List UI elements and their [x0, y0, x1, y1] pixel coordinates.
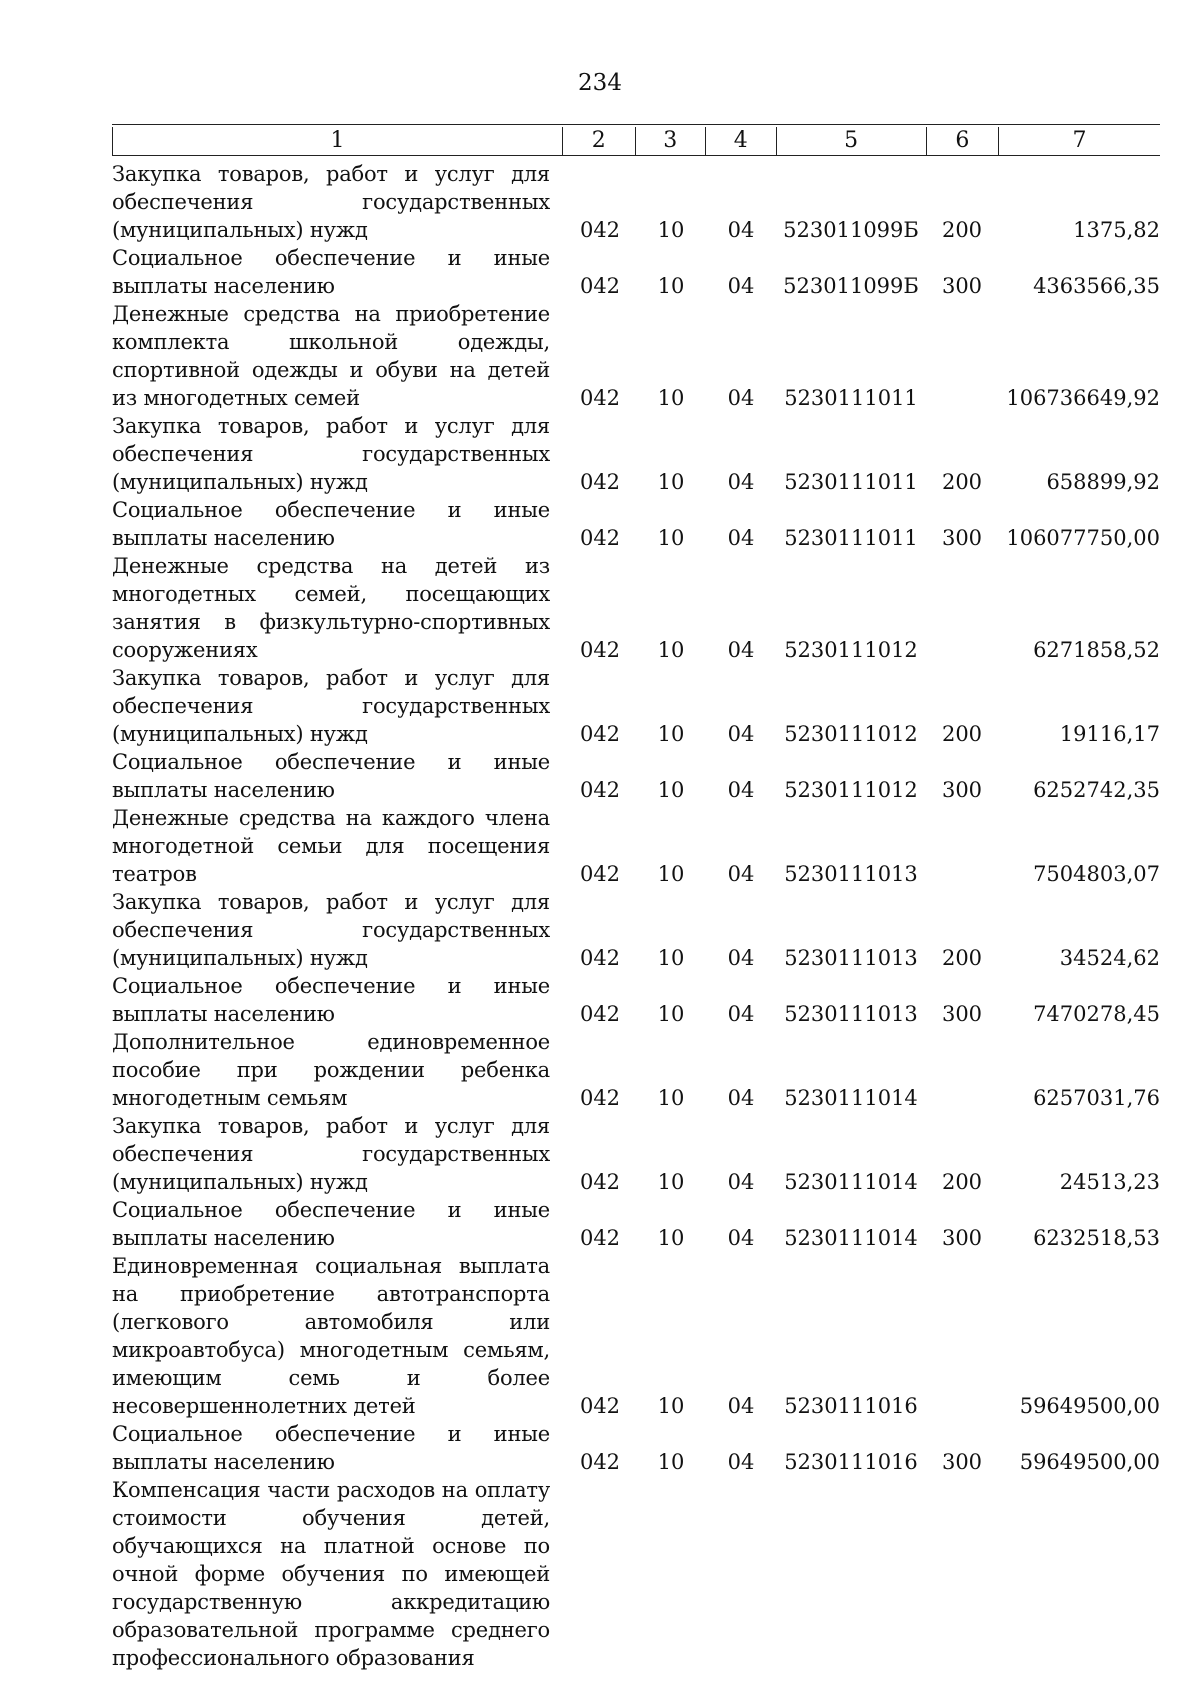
row-section: 10: [657, 1394, 685, 1418]
row-section: 10: [657, 274, 685, 298]
row-amount: 6252742,35: [1033, 778, 1160, 802]
table-row: [112, 664, 1160, 748]
table-row: [112, 1252, 1160, 1420]
row-expense-type: 200: [941, 218, 983, 242]
row-expense-type: 300: [941, 1450, 983, 1474]
row-expense-type: 300: [941, 1002, 983, 1026]
row-section: 10: [657, 470, 685, 494]
row-amount: 1375,82: [1073, 218, 1160, 242]
row-admin-code: 042: [579, 218, 621, 242]
row-target-article: 5230111012: [784, 638, 918, 662]
table-row: [112, 412, 1160, 496]
row-admin-code: 042: [579, 722, 621, 746]
row-target-article: 5230111011: [784, 386, 918, 410]
row-description: Единовременная социальная выплата на приобретение автотранспорта (легкового автомобиля или микроавтобуса) многодетным семьям, имеющим семь и более несовершеннолетних детей: [112, 1254, 550, 1418]
table-body: [112, 160, 1160, 1672]
table-row: [112, 1420, 1160, 1476]
table-row: [112, 1196, 1160, 1252]
row-admin-code: 042: [579, 862, 621, 886]
row-subsection: 04: [727, 638, 755, 662]
row-target-article: 5230111013: [784, 862, 918, 886]
budget-table: [112, 124, 1160, 1672]
row-section: 10: [657, 778, 685, 802]
table-row: [112, 244, 1160, 300]
row-target-article: 523011099Б: [783, 218, 919, 242]
row-subsection: 04: [727, 1170, 755, 1194]
row-expense-type: 200: [941, 722, 983, 746]
row-subsection: 04: [727, 722, 755, 746]
page-number: 234: [578, 70, 622, 96]
row-amount: 59649500,00: [1019, 1394, 1160, 1418]
table-header: [112, 124, 1160, 156]
row-target-article: 5230111012: [784, 778, 918, 802]
table-row: [112, 748, 1160, 804]
row-target-article: 523011099Б: [783, 274, 919, 298]
row-admin-code: 042: [579, 526, 621, 550]
row-section: 10: [657, 526, 685, 550]
row-amount: 6271858,52: [1033, 638, 1160, 662]
row-section: 10: [657, 1002, 685, 1026]
row-expense-type: 300: [941, 1226, 983, 1250]
row-amount: 59649500,00: [1019, 1450, 1160, 1474]
row-description: Социальное обеспечение и иные выплаты населению: [112, 750, 550, 802]
row-target-article: 5230111014: [784, 1086, 918, 1110]
row-section: 10: [657, 1450, 685, 1474]
table-row: [112, 972, 1160, 1028]
row-section: 10: [657, 1226, 685, 1250]
row-description: Социальное обеспечение и иные выплаты населению: [112, 974, 550, 1026]
column-header-5: 5: [777, 127, 927, 155]
row-subsection: 04: [727, 1086, 755, 1110]
row-description: Дополнительное единовременное пособие при рождении ребенка многодетным семьям: [112, 1030, 550, 1110]
table-row: [112, 804, 1160, 888]
column-header-2: 2: [563, 127, 636, 155]
row-description: Закупка товаров, работ и услуг для обеспечения государственных (муниципальных) нужд: [112, 162, 550, 242]
table-row: [112, 1028, 1160, 1112]
row-target-article: 5230111013: [784, 946, 918, 970]
row-admin-code: 042: [579, 946, 621, 970]
column-header-4: 4: [706, 127, 777, 155]
row-target-article: 5230111016: [784, 1394, 918, 1418]
row-description: Денежные средства на каждого члена многодетной семьи для посещения театров: [112, 806, 550, 886]
row-amount: 6257031,76: [1033, 1086, 1160, 1110]
row-expense-type: 200: [941, 1170, 983, 1194]
row-admin-code: 042: [579, 386, 621, 410]
table-row: [112, 496, 1160, 552]
row-description: Компенсация части расходов на оплату стоимости обучения детей, обучающихся на платной основе по очной форме обучения по имеющей государственную аккредитацию образовательной программе среднего профессионального образования: [112, 1478, 550, 1670]
column-header-6: 6: [927, 127, 1000, 155]
row-admin-code: 042: [579, 1226, 621, 1250]
column-header-7: 7: [1072, 128, 1087, 153]
row-section: 10: [657, 386, 685, 410]
row-target-article: 5230111011: [784, 526, 918, 550]
row-amount: 658899,92: [1046, 470, 1160, 494]
row-description: Закупка товаров, работ и услуг для обеспечения государственных (муниципальных) нужд: [112, 890, 550, 970]
row-expense-type: 300: [941, 526, 983, 550]
row-expense-type: 300: [941, 778, 983, 802]
row-admin-code: 042: [579, 1450, 621, 1474]
row-admin-code: 042: [579, 274, 621, 298]
row-description: Социальное обеспечение и иные выплаты населению: [112, 1198, 550, 1250]
row-amount: 6232518,53: [1033, 1226, 1160, 1250]
row-target-article: 5230111016: [784, 1450, 918, 1474]
row-target-article: 5230111012: [784, 722, 918, 746]
row-amount: 7504803,07: [1033, 862, 1160, 886]
row-subsection: 04: [727, 386, 755, 410]
row-amount: 4363566,35: [1033, 274, 1160, 298]
row-subsection: 04: [727, 1394, 755, 1418]
table-row: [112, 300, 1160, 412]
row-subsection: 04: [727, 1002, 755, 1026]
row-section: 10: [657, 946, 685, 970]
row-admin-code: 042: [579, 1394, 621, 1418]
row-subsection: 04: [727, 946, 755, 970]
row-admin-code: 042: [579, 1002, 621, 1026]
row-subsection: 04: [727, 1450, 755, 1474]
row-amount: 7470278,45: [1033, 1002, 1160, 1026]
table-row: [112, 160, 1160, 244]
row-amount: 24513,23: [1059, 1170, 1160, 1194]
row-subsection: 04: [727, 218, 755, 242]
row-section: 10: [657, 722, 685, 746]
row-subsection: 04: [727, 862, 755, 886]
column-header-3: 3: [636, 127, 707, 155]
row-amount: 106736649,92: [1006, 386, 1160, 410]
row-target-article: 5230111014: [784, 1226, 918, 1250]
row-section: 10: [657, 218, 685, 242]
row-subsection: 04: [727, 274, 755, 298]
row-amount: 19116,17: [1059, 722, 1160, 746]
row-subsection: 04: [727, 526, 755, 550]
row-target-article: 5230111013: [784, 1002, 918, 1026]
row-description: Денежные средства на детей из многодетных семей, посещающих занятия в физкультурно-спортивных сооружениях: [112, 554, 550, 662]
row-description: Закупка товаров, работ и услуг для обеспечения государственных (муниципальных) нужд: [112, 666, 550, 746]
table-row: [112, 552, 1160, 664]
row-amount: 34524,62: [1059, 946, 1160, 970]
row-section: 10: [657, 862, 685, 886]
row-target-article: 5230111011: [784, 470, 918, 494]
row-description: Закупка товаров, работ и услуг для обеспечения государственных (муниципальных) нужд: [112, 1114, 550, 1194]
table-row: [112, 1112, 1160, 1196]
row-admin-code: 042: [579, 638, 621, 662]
column-header-1: 1: [112, 127, 563, 155]
row-description: Денежные средства на приобретение комплекта школьной одежды, спортивной одежды и обуви на детей из многодетных семей: [112, 302, 550, 410]
row-section: 10: [657, 1170, 685, 1194]
row-expense-type: 200: [941, 946, 983, 970]
table-row: [112, 1476, 1160, 1672]
row-amount: 106077750,00: [1006, 526, 1160, 550]
row-admin-code: 042: [579, 1170, 621, 1194]
row-subsection: 04: [727, 778, 755, 802]
row-subsection: 04: [727, 1226, 755, 1250]
row-description: Социальное обеспечение и иные выплаты населению: [112, 498, 550, 550]
row-section: 10: [657, 1086, 685, 1110]
row-section: 10: [657, 638, 685, 662]
row-admin-code: 042: [579, 778, 621, 802]
row-expense-type: 200: [941, 470, 983, 494]
row-admin-code: 042: [579, 1086, 621, 1110]
row-description: Социальное обеспечение и иные выплаты населению: [112, 246, 550, 298]
row-expense-type: 300: [941, 274, 983, 298]
row-description: Закупка товаров, работ и услуг для обеспечения государственных (муниципальных) нужд: [112, 414, 550, 494]
row-subsection: 04: [727, 470, 755, 494]
table-row: [112, 888, 1160, 972]
row-target-article: 5230111014: [784, 1170, 918, 1194]
row-admin-code: 042: [579, 470, 621, 494]
row-description: Социальное обеспечение и иные выплаты населению: [112, 1422, 550, 1474]
